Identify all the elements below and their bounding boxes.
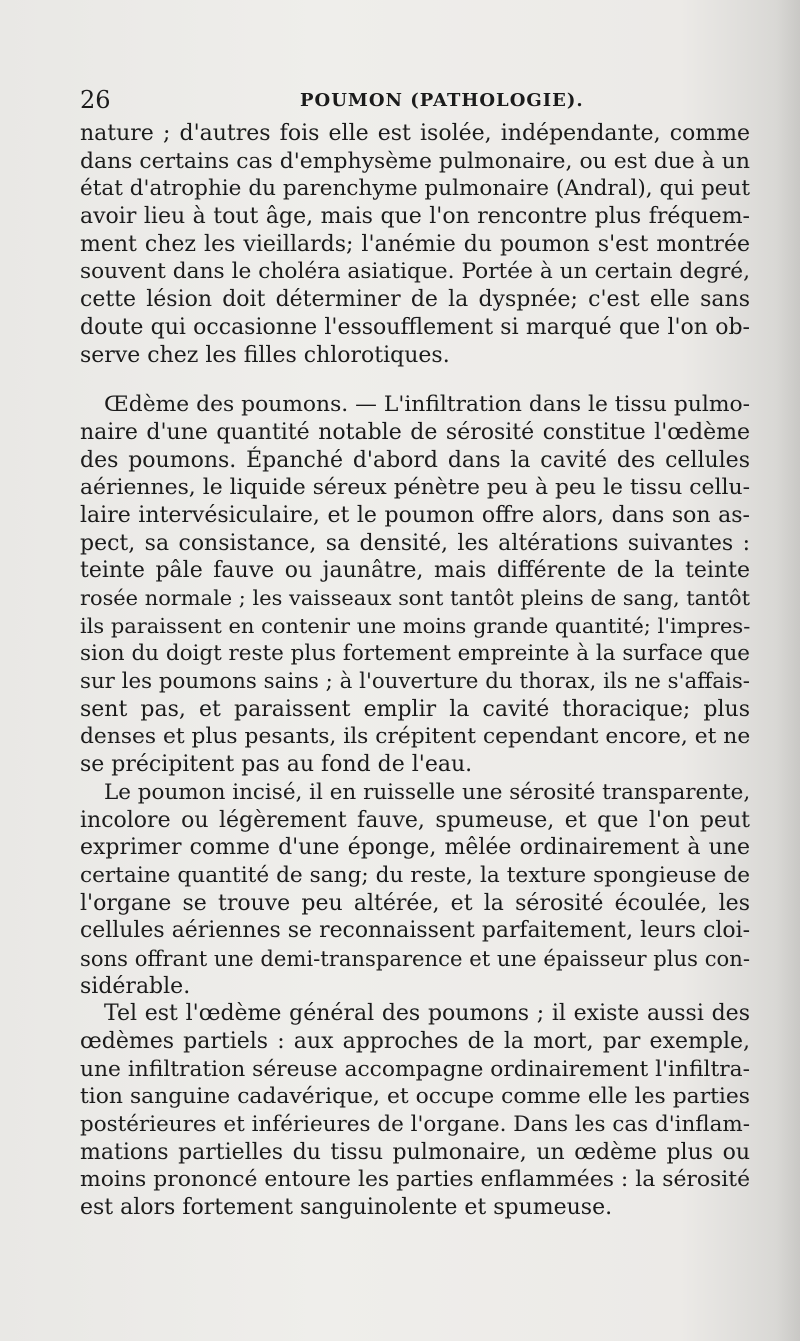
text-line: ment chez les vieillards; l'anémie du poumon s'est montrée [80, 231, 750, 257]
text-line: mations partielles du tissu pulmonaire, un œdème plus ou [80, 1139, 750, 1165]
text-line: nature ; d'autres fois elle est isolée, indépendante, comme [80, 121, 750, 146]
text-line: ils paraissent en contenir une moins grande quantité; l'impres- [80, 613, 751, 638]
text-line: souvent dans le choléra asiatique. Portée à un certain degré, [80, 259, 750, 285]
text-line: exprimer comme d'une éponge, mêlée ordinairement à une [80, 835, 750, 861]
text-line: se précipitent pas au fond de l'eau. [80, 752, 473, 778]
text-line: cette lésion doit déterminer de la dyspnée; c'est elle sans [80, 287, 750, 313]
text-line: certaine quantité de sang; du reste, la texture spongieuse de [80, 862, 750, 888]
text-line: teinte pâle fauve ou jaunâtre, mais différente de la teinte [80, 558, 750, 584]
text-line: œdèmes partiels : aux approches de la mort, par exemple, [80, 1029, 750, 1054]
text-line: l'organe se trouve peu altérée, et la sérosité écoulée, les [80, 890, 750, 916]
running-title: POUMON (PATHOLOGIE). [300, 90, 584, 111]
text-line: cellules aériennes se reconnaissent parfaitement, leurs cloi- [80, 918, 750, 944]
paragraph-gap [80, 369, 750, 391]
page-header [80, 86, 750, 118]
text-line: incolore ou légèrement fauve, spumeuse, et que l'on peut [80, 807, 750, 833]
text-line: sent pas, et paraissent emplir la cavité thoracique; plus [80, 696, 750, 722]
text-line: une infiltration séreuse accompagne ordinairement l'infiltra- [80, 1056, 750, 1082]
text-line: sion du doigt reste plus fortement empreinte à la surface que [80, 641, 750, 667]
text-line: Tel est l'œdème général des poumons ; il existe aussi des [104, 1001, 750, 1027]
text-line: est alors fortement sanguinolente et spumeuse. [80, 1195, 613, 1221]
text-line: sidérable. [80, 973, 191, 999]
text-line: serve chez les filles chlorotiques. [80, 342, 450, 368]
text-line: dans certains cas d'emphysème pulmonaire, ou est due à un [80, 148, 750, 174]
text-line: denses et plus pesants, ils crépitent cependant encore, et ne [80, 724, 751, 750]
text-line: Le poumon incisé, il en ruisselle une sérosité transparente, [104, 779, 751, 805]
text-line: doute qui occasionne l'essoufflement si marqué que l'on ob- [80, 314, 750, 340]
text-line: avoir lieu à tout âge, mais que l'on rencontre plus fréquem- [80, 204, 750, 230]
text-line: aériennes, le liquide séreux pénètre peu à peu le tissu cellu- [80, 475, 750, 501]
text-line: moins prononcé entoure les parties enflammées : la sérosité [80, 1167, 751, 1193]
text-line: état d'atrophie du parenchyme pulmonaire (Andral), qui peut [80, 176, 750, 202]
text-line: laire intervésiculaire, et le poumon offre alors, dans son as- [80, 502, 750, 528]
body-text [80, 120, 750, 1222]
text-line: pect, sa consistance, sa densité, les altérations suivantes : [80, 530, 750, 556]
text-line: postérieures et inférieures de l'organe. Dans les cas d'inflam- [80, 1112, 750, 1138]
page-number: 26 [80, 86, 111, 114]
section-heading-line: Œdème des poumons. — L'infiltration dans le tissu pulmo- [104, 392, 750, 418]
text-line: naire d'une quantité notable de sérosité constitue l'œdème [80, 419, 750, 445]
text-line: tion sanguine cadavérique, et occupe comme elle les parties [80, 1084, 750, 1110]
text-line: sons offrant une demi-transparence et une épaisseur plus con- [80, 945, 750, 971]
text-line: sur les poumons sains ; à l'ouverture du thorax, ils ne s'affais- [80, 669, 750, 695]
text-line: des poumons. Épanché d'abord dans la cavité des cellules [80, 447, 750, 473]
text-line: rosée normale ; les vaisseaux sont tantôt pleins de sang, tantôt [80, 586, 750, 610]
